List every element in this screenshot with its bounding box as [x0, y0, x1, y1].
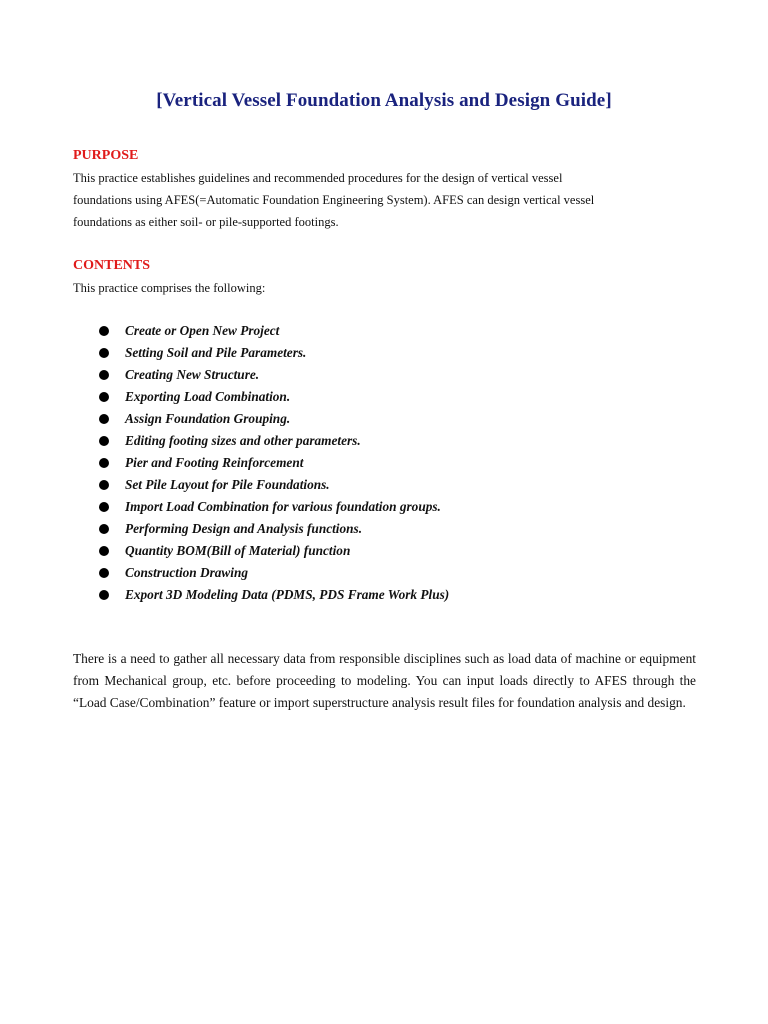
- list-item-text: Export 3D Modeling Data (PDMS, PDS Frame Work Plus): [125, 587, 450, 602]
- list-item: [99, 364, 449, 386]
- list-item-text: Setting Soil and Pile Parameters.: [125, 345, 307, 360]
- list-item: [99, 320, 449, 342]
- list-item-text: Construction Drawing: [125, 565, 249, 580]
- list-item-text: Import Load Combination for various foundation groups.: [125, 499, 441, 514]
- list-item: [99, 562, 449, 584]
- bullet-icon: [99, 546, 109, 556]
- bullet-icon: [99, 590, 109, 600]
- list-item: [99, 342, 449, 364]
- list-item-text: Creating New Structure.: [125, 367, 260, 382]
- list-item-text: Assign Foundation Grouping.: [125, 411, 291, 426]
- list-item-text: Pier and Footing Reinforcement: [125, 455, 304, 470]
- closing-paragraph: There is a need to gather all necessary data from responsible disciplines such as load data of machine or equipment from Mechanical group, etc. before proceeding to modeling. You can input loads directly to AFES through the “Load Case/Combination” feature or import superstructure analysis result files for foundation analysis and design.: [73, 651, 696, 710]
- bullet-icon: [99, 480, 109, 490]
- bullet-icon: [99, 458, 109, 468]
- purpose-line: foundations using AFES(=Automatic Foundation Engineering System). AFES can design vertical vessel: [73, 193, 595, 207]
- list-item-text: Create or Open New Project: [125, 323, 280, 338]
- list-item: [99, 474, 449, 496]
- contents-intro: This practice comprises the following:: [73, 281, 266, 295]
- purpose-paragraph: [73, 167, 663, 233]
- document-title: [Vertical Vessel Foundation Analysis and Design Guide]: [156, 90, 612, 111]
- bullet-icon: [99, 348, 109, 358]
- list-item-text: Editing footing sizes and other parameters.: [125, 433, 361, 448]
- list-item: [99, 518, 449, 540]
- purpose-heading: PURPOSE: [73, 148, 139, 163]
- bullet-icon: [99, 392, 109, 402]
- list-item-text: Set Pile Layout for Pile Foundations.: [125, 477, 330, 492]
- bullet-icon: [99, 326, 109, 336]
- purpose-line: foundations as either soil- or pile-supported footings.: [73, 215, 339, 229]
- list-item-text: Quantity BOM(Bill of Material) function: [125, 543, 351, 558]
- bullet-icon: [99, 502, 109, 512]
- contents-list: [99, 320, 449, 606]
- purpose-line: This practice establishes guidelines and recommended procedures for the design of vertical vessel: [73, 171, 563, 185]
- list-item-text: Exporting Load Combination.: [125, 389, 291, 404]
- list-item: [99, 430, 449, 452]
- list-item: [99, 408, 449, 430]
- list-item: [99, 540, 449, 562]
- list-item: [99, 452, 449, 474]
- bullet-icon: [99, 370, 109, 380]
- bullet-icon: [99, 524, 109, 534]
- list-item-text: Performing Design and Analysis functions.: [125, 521, 363, 536]
- bullet-icon: [99, 414, 109, 424]
- list-item: [99, 496, 449, 518]
- contents-heading: CONTENTS: [73, 258, 151, 273]
- bullet-icon: [99, 436, 109, 446]
- bullet-icon: [99, 568, 109, 578]
- list-item: [99, 386, 449, 408]
- list-item: [99, 584, 449, 606]
